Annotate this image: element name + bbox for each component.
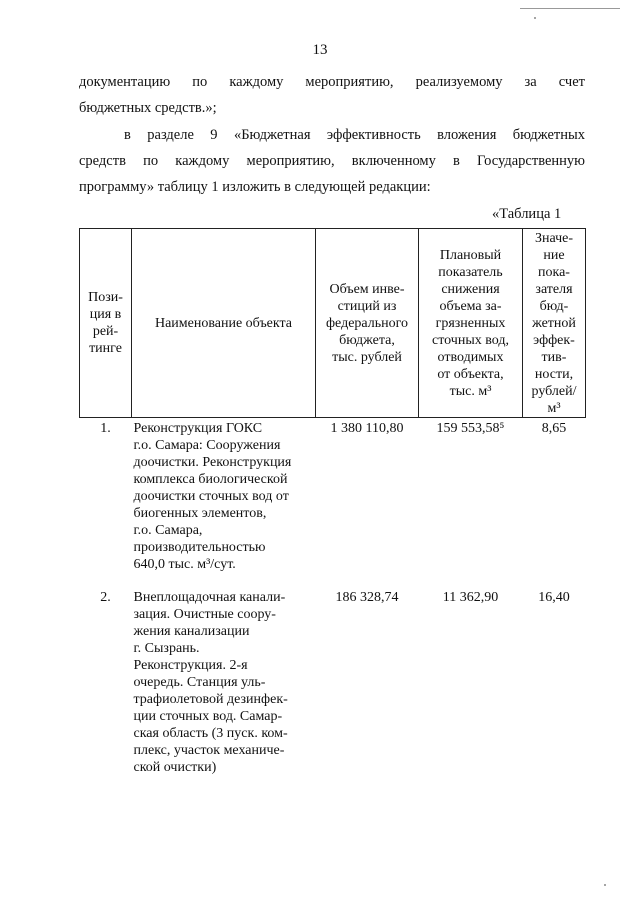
header-object-name: Наименование объекта	[132, 229, 316, 418]
table-caption: «Таблица 1	[492, 206, 562, 222]
row-position: 1.	[100, 421, 111, 436]
row-reduction: 11 362,90	[442, 590, 499, 605]
header-investment: Объем инве- стиций из федерального бюджета, тыс. рублей	[316, 229, 419, 418]
row-investment: 1 380 110,80	[330, 421, 404, 436]
paragraph-line-4: средств по каждому мероприятию, включенному в Государственную	[79, 153, 585, 169]
scan-dot	[604, 884, 606, 886]
table-row	[80, 418, 586, 588]
row-reduction: 159 553,58⁵	[436, 421, 505, 436]
row-efficiency: 16,40	[538, 590, 570, 605]
budget-efficiency-table	[79, 228, 586, 790]
table-header-row	[80, 229, 586, 418]
row-object-name: Внеплощадочная канали- зация. Очистные соору- жения канализации г. Сызрань. Реконструкция. 2-я очередь. Станция уль- трафиолетовой дезинфек- ции сточных вод. Самар- ская область (3 пуск. ком- плекс, участок механиче- ской очистки)	[133, 590, 288, 775]
row-investment: 186 328,74	[335, 590, 399, 605]
paragraph-line-2: бюджетных средств.»;	[79, 100, 217, 116]
row-object-name: Реконструкция ГОКС г.о. Самара: Сооружения доочистки. Реконструкция комплекса биологической доочистки сточных вод от биогенных элементов, г.о. Самара, производительностью 640,0 тыс. м³/сут.	[133, 421, 292, 572]
header-position: Пози- ция в рей- тинге	[80, 229, 132, 418]
header-reduction: Плановый показатель снижения объема за- грязненных сточных вод, отводимых от объекта, тыс. м³	[419, 229, 523, 418]
paragraph-line-3: в разделе 9 «Бюджетная эффективность вложения бюджетных	[124, 127, 585, 143]
header-efficiency: Значе- ние пока- зателя бюд- жетной эффек- тив- ности, рублей/ м³	[523, 229, 586, 418]
row-efficiency: 8,65	[541, 421, 567, 436]
table-row	[80, 587, 586, 790]
page-number: 13	[312, 42, 328, 58]
paragraph-line-1: документацию по каждому мероприятию, реализуемому за счет	[79, 74, 585, 90]
scan-dot	[534, 17, 536, 19]
row-position: 2.	[100, 590, 111, 605]
scan-mark-top-right	[520, 8, 620, 9]
paragraph-line-5: программу» таблицу 1 изложить в следующей редакции:	[79, 179, 431, 195]
